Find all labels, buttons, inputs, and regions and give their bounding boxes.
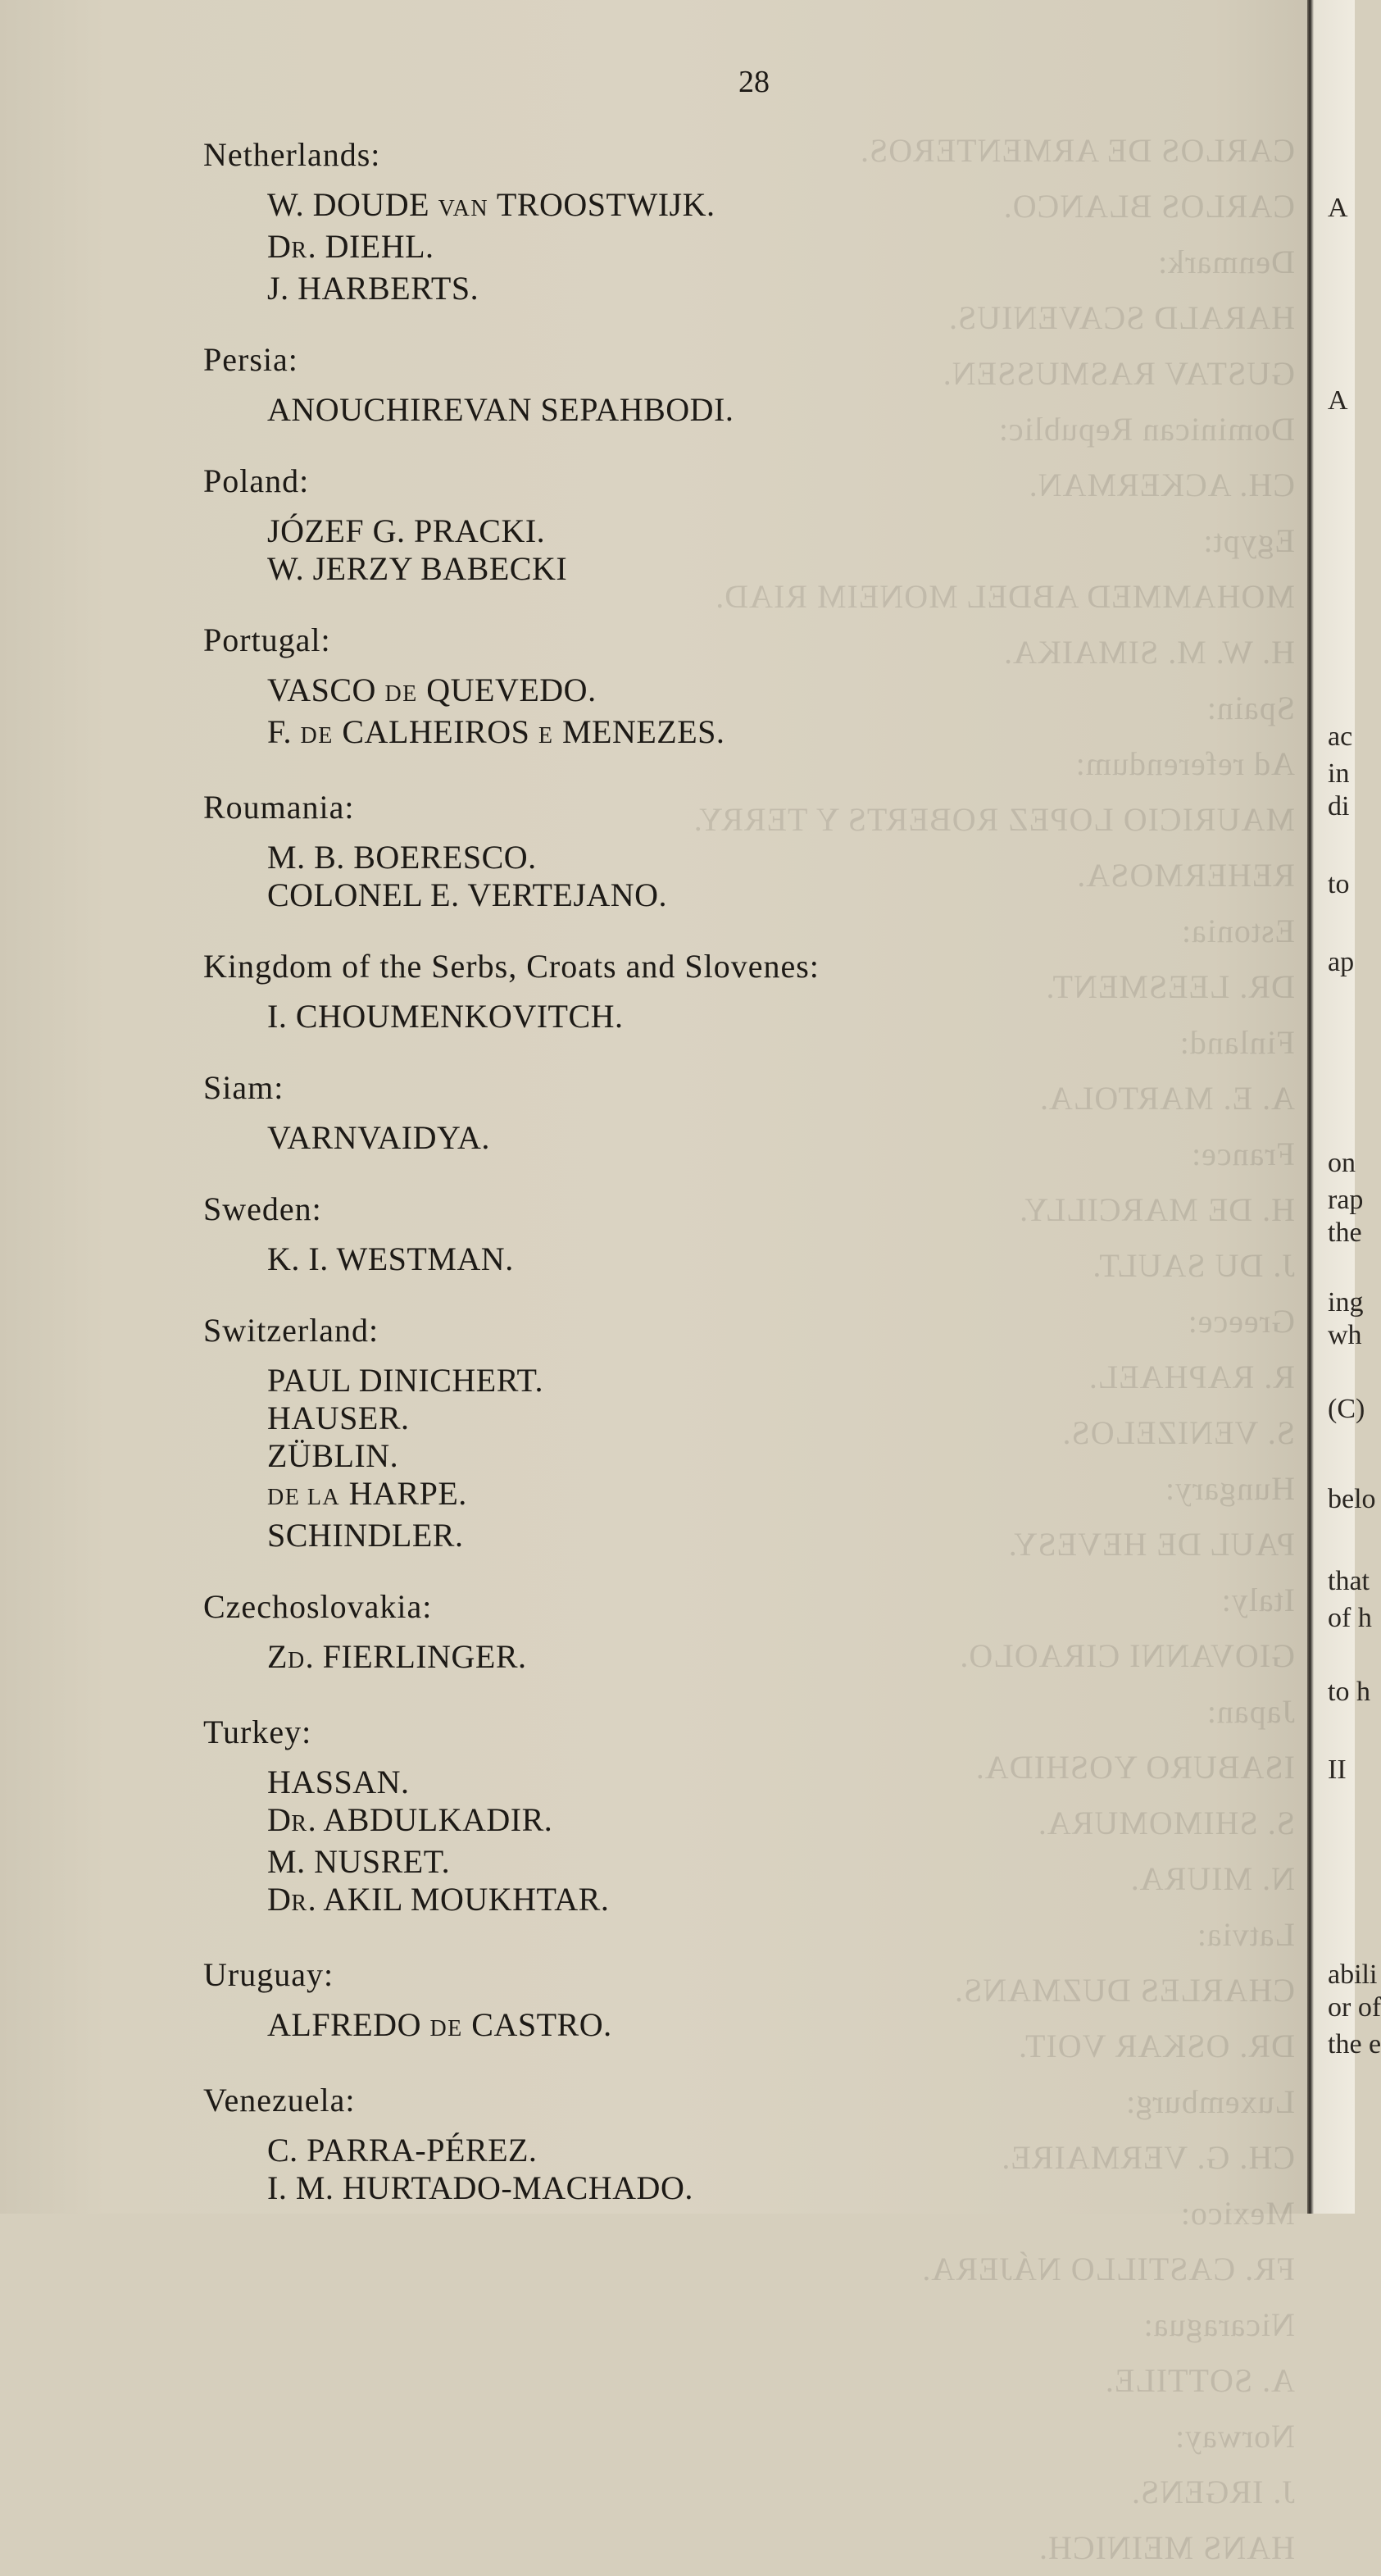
bleed-through-line: Hungary:: [1164, 1470, 1295, 1507]
delegate-name: [267, 998, 1269, 1035]
delegate-name: [267, 2006, 1269, 2048]
name-text: ZÜBLIN.: [267, 1437, 399, 1474]
bleed-through-line: S. SHIMOMURA.: [1037, 1805, 1295, 1841]
name-text: K. I. WESTMAN.: [267, 1240, 514, 1277]
bleed-through-line: Dominican Republic:: [997, 411, 1295, 448]
delegate-name: [267, 713, 1269, 755]
delegate-name: [267, 1801, 1269, 1843]
bleed-through-line: H. DE MARCILLY.: [1019, 1191, 1295, 1228]
bleed-through-line: REHERMOSA.: [1076, 857, 1295, 894]
edge-fragment: the e: [1328, 2029, 1381, 2059]
country-heading: Turkey:: [203, 1714, 312, 1750]
name-text: JÓZEF G. PRACKI.: [267, 512, 546, 549]
bleed-through-line: Ad referendum:: [1074, 745, 1295, 782]
country-heading: Persia:: [203, 341, 298, 378]
bleed-through-line: Japan:: [1206, 1693, 1295, 1730]
name-text: W. DOUDE: [267, 186, 438, 223]
bleed-through-line: Nicaragua:: [1143, 2306, 1295, 2343]
name-text: M. NUSRET.: [267, 1843, 451, 1880]
bleed-through-line: HARALD SCAVENIUS.: [948, 299, 1295, 336]
delegate-names: [203, 671, 1269, 755]
bleed-through-line: N. MIURA.: [1129, 1860, 1295, 1897]
name-text: I. CHOUMENKOVITCH.: [267, 998, 624, 1035]
small-caps-text: DE: [300, 723, 334, 749]
small-caps-text: E: [538, 723, 554, 749]
delegate-name: [267, 1119, 1269, 1157]
delegate-names: [203, 1638, 1269, 1680]
name-text: MENEZES.: [553, 713, 725, 750]
country-heading: Venezuela:: [203, 2082, 356, 2119]
edge-fragment: A: [1328, 385, 1348, 416]
bleed-through-line: FR. CASTILLO NÁJERA.: [921, 2251, 1295, 2287]
edge-fragment: belo: [1328, 1484, 1376, 1514]
bleed-through-line: CHARLES DUZMANS.: [953, 1972, 1295, 2009]
name-text: CALHEIROS: [333, 713, 538, 750]
country-heading: Sweden:: [203, 1190, 322, 1227]
edge-fragment: wh: [1328, 1320, 1362, 1350]
bleed-through-line: R. RAPHAEL.: [1088, 1359, 1295, 1395]
delegate-name: [267, 839, 1269, 876]
delegate-names: [203, 998, 1269, 1035]
bleed-through-line: CARLOS DE ARMENTEROS.: [859, 132, 1295, 169]
name-text: TROOSTWIJK.: [488, 186, 715, 223]
bleed-through-line: GUSTAV RASMUSSEN.: [942, 355, 1295, 392]
delegate-name: [267, 512, 1269, 550]
country-section: [203, 947, 1269, 1035]
name-text: . DIEHL.: [307, 228, 434, 265]
name-text: J. HARBERTS.: [267, 270, 479, 307]
bleed-through-line: CARLOS BLANCO.: [1002, 188, 1295, 225]
edge-fragment: of h: [1328, 1603, 1372, 1633]
country-section: [203, 1311, 1269, 1554]
bleed-through-line: CH. ACKERMAN.: [1028, 467, 1295, 503]
delegate-names: [203, 512, 1269, 588]
delegate-name: [267, 228, 1269, 270]
delegate-names: [203, 1119, 1269, 1157]
edge-fragment: A: [1328, 193, 1348, 223]
bleed-through-line: A. SOTTILE.: [1104, 2362, 1295, 2399]
delegate-name: [267, 1764, 1269, 1801]
country-section: [203, 2081, 1269, 2207]
bleed-through-line: Finland:: [1179, 1024, 1295, 1061]
bleed-through-line: CH. G. VERMAIRE.: [1001, 2139, 1295, 2176]
name-text: ALFREDO: [267, 2006, 430, 2043]
small-caps-text: D: [287, 1648, 306, 1673]
edge-fragment: abili: [1328, 1959, 1378, 1990]
bleed-through-line: Spain:: [1206, 690, 1295, 726]
edge-fragment: or of: [1328, 1992, 1381, 2023]
bleed-through-line: Norway:: [1174, 2418, 1295, 2455]
bleed-through-line: J. IRGENS.: [1130, 2474, 1295, 2510]
bleed-through-line: Denmark:: [1157, 243, 1295, 280]
country-section: [203, 462, 1269, 588]
delegate-list: [203, 135, 1269, 2240]
bleed-through-line: J. DU SAULT.: [1092, 1247, 1295, 1284]
delegate-names: [203, 391, 1269, 429]
name-text: QUEVEDO.: [417, 671, 597, 708]
delegate-name: [267, 1843, 1269, 1881]
edge-fragment: ac: [1328, 721, 1353, 752]
name-text: VASCO: [267, 671, 385, 708]
name-text: I. M. HURTADO-MACHADO.: [267, 2169, 693, 2206]
small-caps-text: DE: [384, 681, 418, 707]
delegate-names: [203, 186, 1269, 307]
name-text: HASSAN.: [267, 1764, 410, 1800]
bleed-through-line: H. W. M. SIMAIKA.: [1003, 634, 1295, 671]
country-heading: Roumania:: [203, 789, 355, 826]
edge-fragment: II: [1328, 1755, 1347, 1785]
name-text: COLONEL E. VERTEJANO.: [267, 876, 668, 913]
delegate-names: [203, 1764, 1269, 1923]
country-section: [203, 1068, 1269, 1157]
bleed-through-line: Egypt:: [1202, 522, 1295, 559]
country-heading: Portugal:: [203, 621, 331, 658]
name-text: CASTRO.: [462, 2006, 612, 2043]
bleed-through-line: GIOVANNI CIRAOLO.: [959, 1637, 1295, 1674]
delegate-names: [203, 1362, 1269, 1554]
edge-fragment: to: [1328, 869, 1350, 899]
country-section: [203, 1713, 1269, 1923]
name-text: D: [267, 1801, 292, 1838]
bleed-through-line: Luxemburg:: [1124, 2083, 1295, 2120]
bleed-through-line: Greece:: [1187, 1303, 1295, 1340]
small-caps-text: R: [291, 1811, 308, 1836]
name-text: D: [267, 1881, 292, 1918]
country-section: [203, 1190, 1269, 1278]
delegate-name: [267, 2132, 1269, 2169]
delegate-name: [267, 1881, 1269, 1923]
edge-fragment: ap: [1328, 947, 1355, 977]
bleed-through-line: ISABURO YOSHIDA.: [974, 1749, 1295, 1786]
name-text: W. JERZY BABECKI: [267, 550, 568, 587]
name-text: HARPE.: [340, 1475, 467, 1512]
small-caps-text: DE LA: [267, 1485, 341, 1510]
name-text: M. B. BOERESCO.: [267, 839, 537, 876]
small-caps-text: DE: [429, 2016, 463, 2041]
country-section: [203, 340, 1269, 429]
country-heading: Czechoslovakia:: [203, 1588, 433, 1625]
name-text: VARNVAIDYA.: [267, 1119, 490, 1156]
bleed-through-line: HANS MEINICH.: [1038, 2529, 1295, 2566]
edge-fragment: (C): [1328, 1394, 1365, 1424]
country-section: [203, 1955, 1269, 2048]
country-section: [203, 135, 1269, 307]
delegate-names: [203, 839, 1269, 914]
small-caps-text: R: [291, 1891, 308, 1916]
bleed-through-line: MOHAMMED ABDEL MONEIM RIAD.: [715, 578, 1295, 615]
country-heading: Kingdom of the Serbs, Croats and Slovenes:: [203, 948, 820, 985]
country-section: [203, 621, 1269, 755]
delegate-names: [203, 2006, 1269, 2048]
name-text: SCHINDLER.: [267, 1517, 464, 1554]
delegate-name: [267, 1362, 1269, 1400]
bleed-through-line: Latvia:: [1196, 1916, 1295, 1953]
edge-fragment: ing: [1328, 1287, 1364, 1318]
name-text: . AKIL MOUKHTAR.: [307, 1881, 610, 1918]
name-text: F.: [267, 713, 301, 750]
country-heading: Switzerland:: [203, 1312, 379, 1349]
delegate-name: [267, 550, 1269, 588]
edge-fragment: the: [1328, 1217, 1362, 1248]
delegate-names: [203, 2132, 1269, 2207]
edge-fragment: di: [1328, 791, 1350, 821]
bleed-through-line: France:: [1191, 1136, 1295, 1172]
delegate-name: [267, 876, 1269, 914]
bleed-through-line: DR. LEESMENT.: [1045, 968, 1295, 1005]
delegate-name: [267, 1475, 1269, 1517]
name-text: C. PARRA-PÉREZ.: [267, 2132, 538, 2169]
bleed-through-line: Estonia:: [1180, 913, 1295, 949]
name-text: . ABDULKADIR.: [307, 1801, 553, 1838]
delegate-name: [267, 1517, 1269, 1554]
name-text: D: [267, 228, 292, 265]
delegate-name: [267, 671, 1269, 713]
name-text: Z: [267, 1638, 288, 1675]
edge-fragment: in: [1328, 758, 1350, 789]
small-caps-text: VAN: [438, 196, 489, 221]
country-section: [203, 788, 1269, 914]
delegate-names: [203, 1240, 1269, 1278]
adjacent-page-text-fragments: [1328, 0, 1381, 2214]
country-heading: Netherlands:: [203, 136, 381, 173]
name-text: HAUSER.: [267, 1400, 410, 1436]
bleed-through-line: S. VENIZELOS.: [1061, 1414, 1295, 1451]
small-caps-text: R: [291, 238, 308, 263]
bleed-through-line: PAUL DE HEVESY.: [1007, 1526, 1295, 1563]
edge-fragment: on: [1328, 1148, 1356, 1178]
name-text: PAUL DINICHERT.: [267, 1362, 543, 1399]
bleed-through-line: MAURICIO LOPEZ ROBERTS Y TERRY.: [693, 801, 1295, 838]
edge-fragment: that: [1328, 1566, 1370, 1596]
delegate-name: [267, 186, 1269, 228]
name-text: ANOUCHIREVAN SEPAHBODI.: [267, 391, 734, 428]
edge-fragment: rap: [1328, 1185, 1364, 1215]
delegate-name: [267, 391, 1269, 429]
delegate-name: [267, 1240, 1269, 1278]
page-number: 28: [738, 65, 770, 99]
country-heading: Siam:: [203, 1069, 284, 1106]
bleed-through-line: DR. OSKAR VOIT.: [1018, 2028, 1295, 2064]
country-heading: Poland:: [203, 462, 310, 499]
bleed-through-line: Mexico:: [1179, 2195, 1295, 2232]
delegate-name: [267, 1400, 1269, 1437]
edge-fragment: to h: [1328, 1677, 1370, 1707]
bleed-through-line: A. E. MARTOLA.: [1039, 1080, 1295, 1117]
bleed-through-line: Italy:: [1220, 1582, 1295, 1618]
delegate-name: [267, 1437, 1269, 1475]
delegate-name: [267, 2169, 1269, 2207]
country-section: [203, 1587, 1269, 1680]
country-heading: Uruguay:: [203, 1956, 334, 1993]
name-text: . FIERLINGER.: [305, 1638, 527, 1675]
delegate-name: [267, 270, 1269, 307]
delegate-name: [267, 1638, 1269, 1680]
